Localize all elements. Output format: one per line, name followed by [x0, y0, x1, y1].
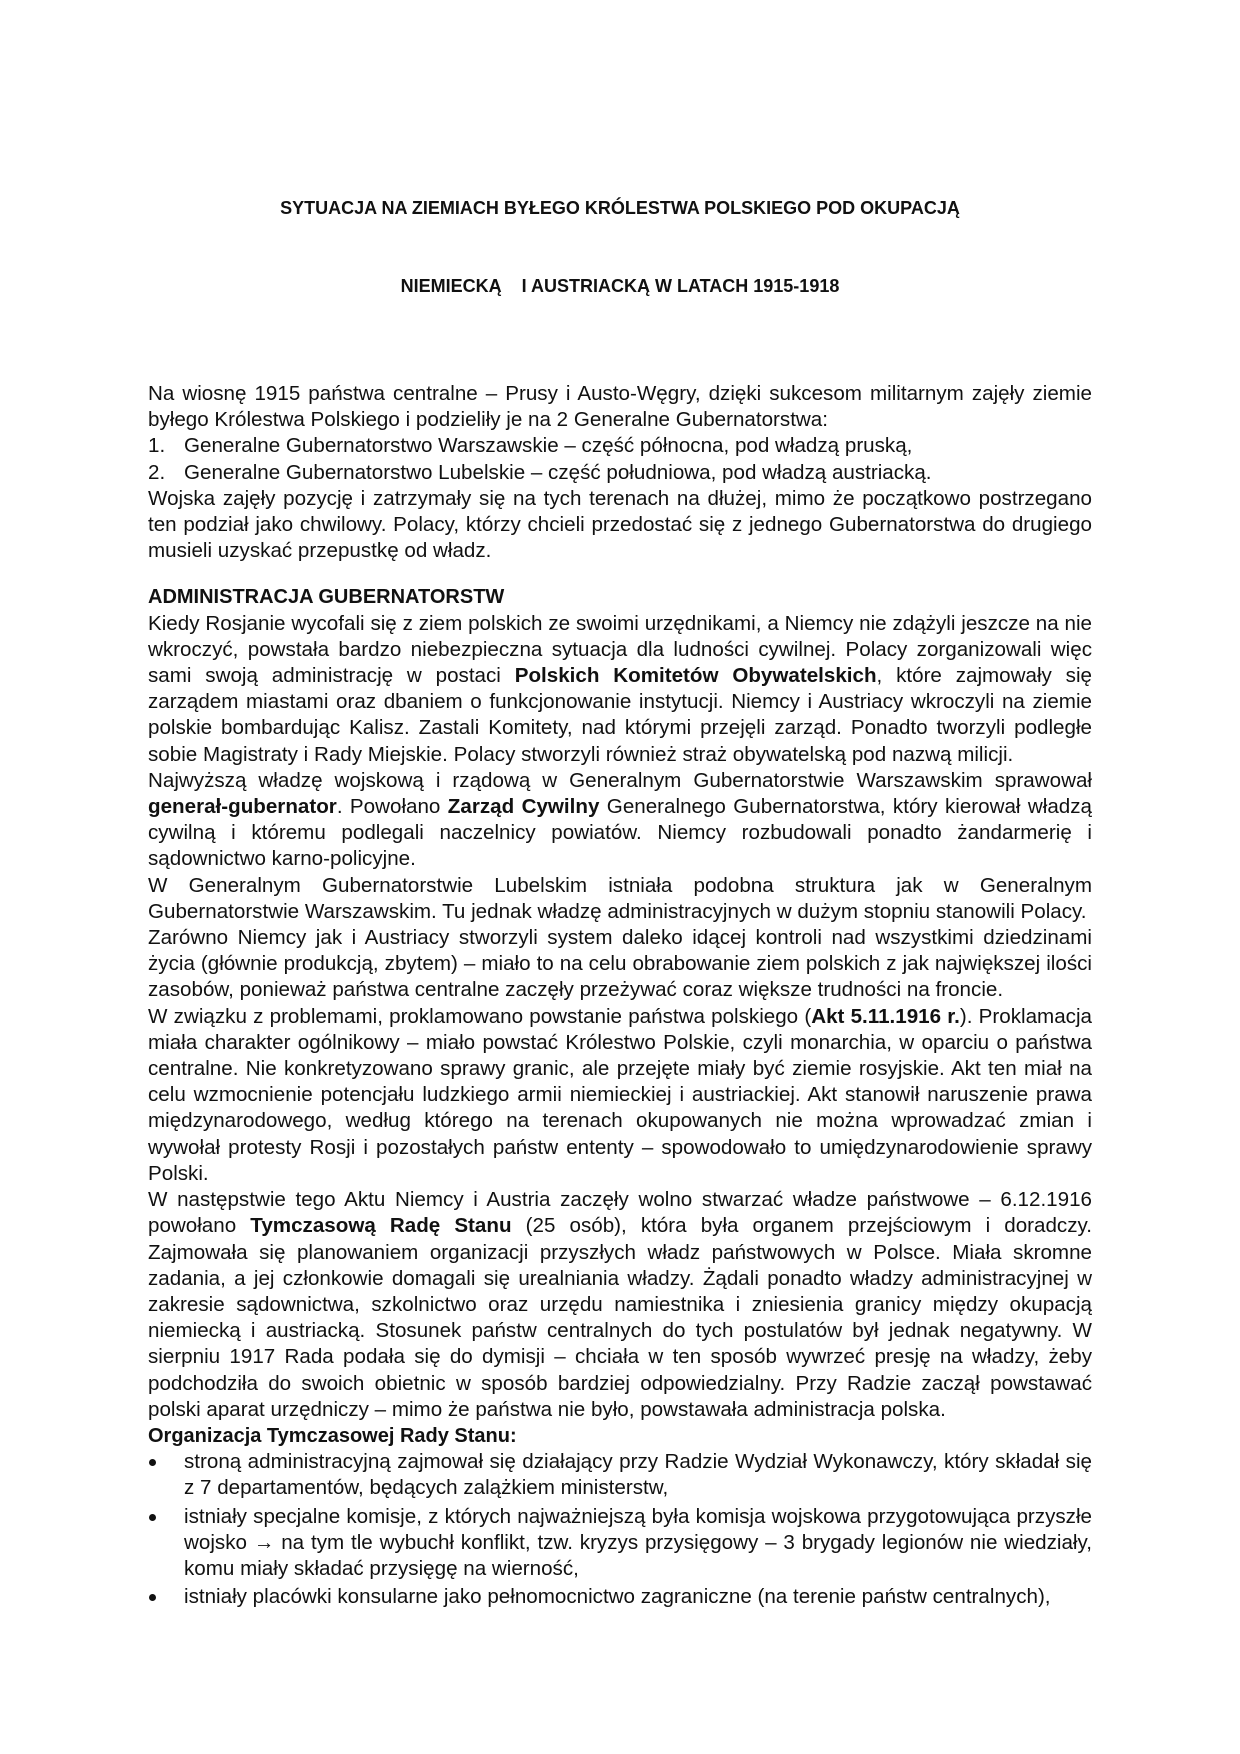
title-line-1: SYTUACJA NA ZIEMIACH BYŁEGO KRÓLESTWA POLSKIEGO POD OKUPACJĄ — [280, 198, 960, 218]
bullet-list — [148, 1449, 1092, 1610]
list-text: Generalne Gubernatorstwo Warszawskie – część północna, pod władzą pruską, — [184, 434, 913, 458]
paragraph-warszawskie: Najwyższą władzę wojskową i rządową w Generalnym Gubernatorstwie Warszawskim sprawował generał-gubernator. Powołano Zarząd Cywilny Generalnego Gubernatorstwa, który kierował władzą cywilną i któremu podlegali naczelnicy powiatów. Niemcy rozbudowali ponadto żandarmerię i sądownictwo karno-policyjne. — [148, 768, 1092, 871]
intro-paragraph-2: Wojska zajęły pozycję i zatrzymały się na tych terenach na dłużej, mimo że początkowo postrzegano ten podział jako chwilowy. Polacy, którzy chcieli przedostać się z jednego Gubernatorstwa do drugiego musieli uzyskać przepustkę od władz. — [148, 486, 1092, 563]
list-text: Generalne Gubernatorstwo Lubelskie – część południowa, pod władzą austriacką. — [184, 460, 932, 484]
paragraph-lubelskie: W Generalnym Gubernatorstwie Lubelskim istniała podobna struktura jak w Generalnym Gubernatorstwie Warszawskim. Tu jednak władzę administracyjnych w dużym stopniu stanowili Polacy. — [148, 873, 1092, 923]
title-line-2: NIEMIECKĄ I AUSTRIACKĄ W LATACH 1915-1918 — [400, 276, 840, 296]
list-item — [148, 1504, 1092, 1583]
intro-paragraph: Na wiosnę 1915 państwa centralne – Prusy i Austo-Węgry, dzięki sukcesom militarnym zajęły ziemie byłego Królestwa Polskiego i podzieliły je na 2 Generalne Gubernatorstwa: — [148, 382, 1092, 432]
subheading: Organizacja Tymczasowej Rady Stanu: — [148, 1424, 517, 1447]
list-item — [148, 1584, 1092, 1610]
document-title — [148, 143, 1092, 351]
list-number: 1. — [148, 434, 166, 458]
list-item — [148, 433, 1092, 459]
bullet-icon — [148, 1504, 184, 1583]
bold-term: Tymczasową Radę Stanu — [250, 1214, 512, 1238]
bullet-icon — [148, 1584, 184, 1610]
document-page — [148, 143, 1092, 1612]
gubernatorstwa-list — [148, 433, 1092, 485]
paragraph-rada-stanu: W następstwie tego Aktu Niemcy i Austria zaczęły wolno stwarzać władze państwowe – 6.12.1916 powołano Tymczasową Radę Stanu (25 osób), która była organem przejściowym i doradczy. Zajmowała się planowaniem organizacji przyszłych władz państwowych w Polsce. Miała skromne zadania, a jej członkowie domagali się urealniania władzy. Żądali ponadto władzy administracyjnej w zakresie sądownictwa, szkolnictwo oraz urzędu namiestnika i zniesienia granicy między okupacją niemiecką i austriacką. Stosunek państw centralnych do tych postulatów był jednak negatywny. W sierpniu 1917 Rada podała się do dymisji – chciała w ten sposób wywrzeć presję na władzy, żeby podchodziła do swoich obietnic w sposób bardziej odpowiedzialny. Przy Radzie zaczął powstawać polski aparat urzędniczy – mimo że państwa nie było, powstawała administracja polska. — [148, 1188, 1093, 1421]
paragraph-komitety: Kiedy Rosjanie wycofali się z ziem polskich ze swoimi urzędnikami, a Niemcy nie zdążyli jeszcze na nie wkroczyć, powstała bardzo niebezpieczna sytuacja dla ludności cywilnej. Polacy zorganizowali więc sami swoją administrację w postaci Polskich Komitetów Obywatelskich, które zajmowały się zarządem miastami oraz dbaniem o funkcjonowanie instytucji. Niemcy i Austriacy wkroczyli na ziemie polskie bombardując Kalisz. Zastali Komitety, nad którymi przejęli zarząd. Ponadto tworzyli podległe sobie Magistraty i Rady Miejskie. Polacy stworzyli również straż obywatelską pod nazwą milicji. — [148, 611, 1092, 766]
list-item — [148, 460, 1092, 486]
bullet-icon — [148, 1449, 184, 1501]
bold-term: generał-gubernator — [148, 795, 337, 819]
list-number: 2. — [148, 460, 166, 484]
bullet-text: stroną administracyjną zajmował się działający przy Radzie Wydział Wykonawczy, który składał się z 7 departamentów, będących zalążkiem ministerstw, — [184, 1450, 1092, 1500]
bullet-text: istniały placówki konsularne jako pełnomocnictwo zagraniczne (na terenie państw centralnych), — [184, 1585, 1051, 1609]
bold-term: Akt 5.11.1916 r. — [811, 1004, 960, 1028]
bullet-text: istniały specjalne komisje, z których najważniejszą była komisja wojskowa przygotowująca przyszłe wojsko → na tym tle wybuchł konflikt, tzw. kryzys przysięgowy – 3 brygady legionów nie wiedziały, komu miały składać przysięgę na wierność, — [184, 1504, 1092, 1580]
section-heading: ADMINISTRACJA GUBERNATORSTW — [148, 586, 505, 609]
paragraph-kontrola: Zarówno Niemcy jak i Austriacy stworzyli system daleko idącej kontroli nad wszystkimi dziedzinami życia (głównie produkcją, zbytem) – miało to na celu obrabowanie ziem polskich z jak największej ilości zasobów, ponieważ państwa centralne zaczęły przeżywać coraz większe trudności na froncie. — [148, 926, 1092, 1002]
bold-term: Polskich Komitetów Obywatelskich — [514, 664, 877, 688]
bold-term: Zarząd Cywilny — [447, 795, 600, 819]
paragraph-akt: W związku z problemami, proklamowano powstanie państwa polskiego (Akt 5.11.1916 r.). Proklamacja miała charakter ogólnikowy – miało powstać Królestwo Polskie, czyli monarchia, w oparciu o państwa centralne. Nie konkretyzowano sprawy granic, ale przejęte miały być ziemie rosyjskie. Akt ten miał na celu wzmocnienie potencjału ludzkiego armii niemieckiej i austriackiej. Akt stanowił naruszenie prawa międzynarodowego, według którego na terenach okupowanych nie można wprowadzać zmian i wywołał protesty Rosji i pozostałych państw ententy – spowodowało to umiędzynarodowienie sprawy Polski. — [148, 1004, 1092, 1185]
list-item — [148, 1449, 1092, 1501]
